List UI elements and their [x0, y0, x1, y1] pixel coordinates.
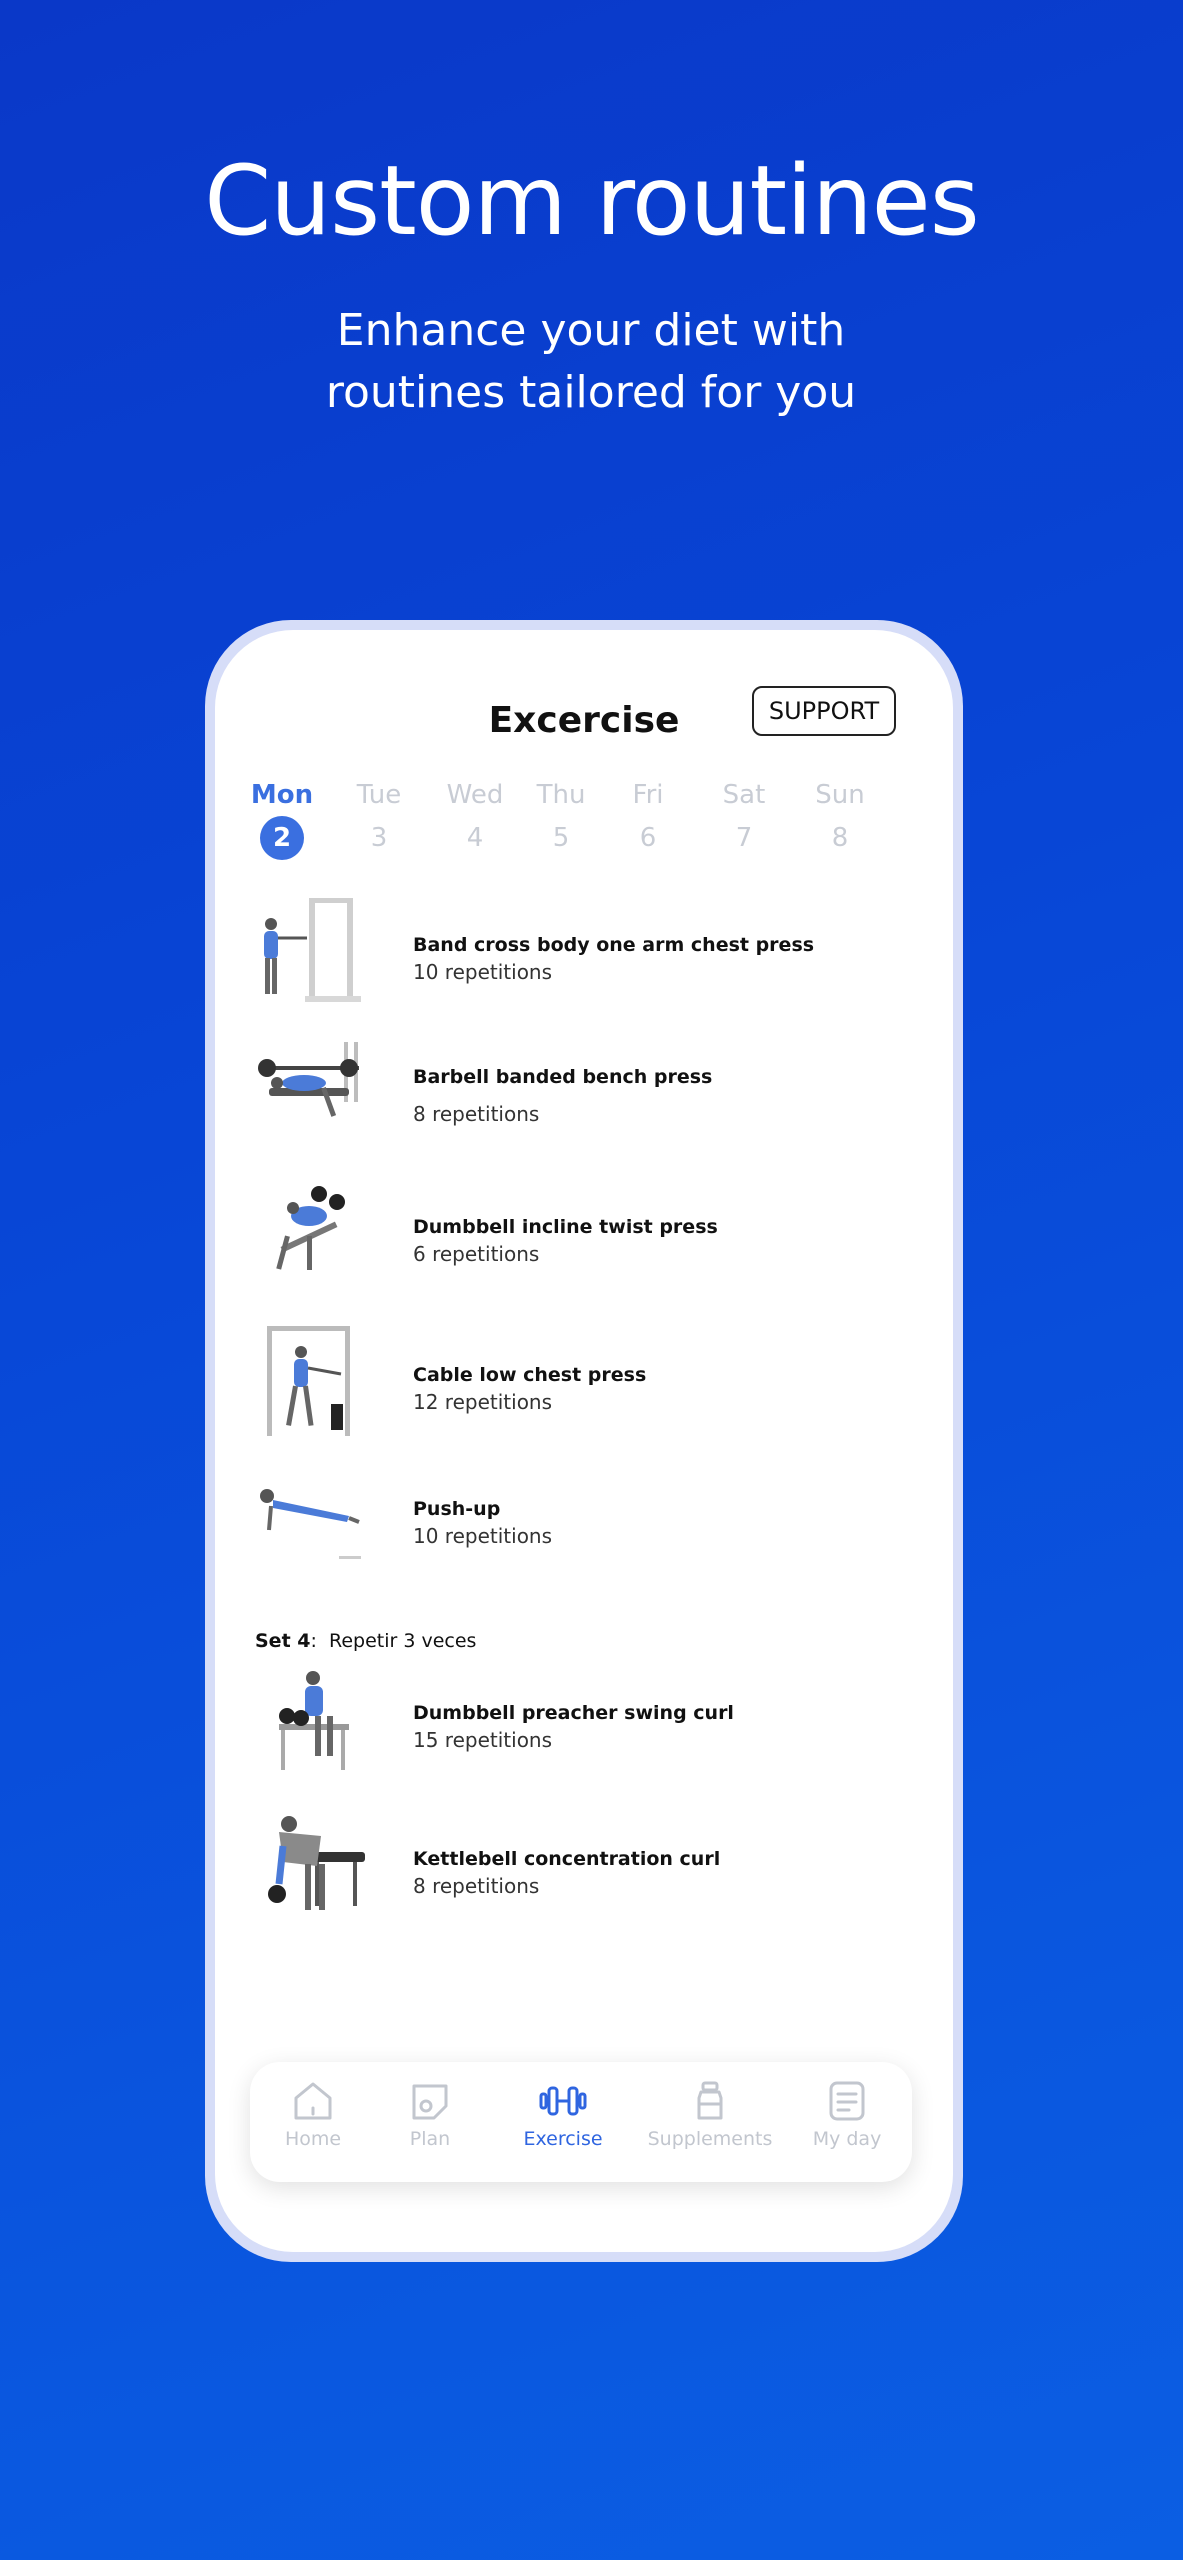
exercise-name: Dumbbell preacher swing curl: [413, 1702, 734, 1724]
nav-label: Home: [284, 2128, 342, 2150]
exercise-figure-icon: [249, 1322, 369, 1442]
nav-label: Plan: [409, 2128, 451, 2150]
exercise-name: Push-up: [413, 1498, 501, 1520]
plan-icon: [408, 2080, 452, 2122]
day-number: 8: [831, 823, 849, 853]
exercise-item[interactable]: [249, 1028, 929, 1148]
week-day-selector: [215, 780, 953, 860]
day-name: Fri: [632, 780, 664, 810]
day-sat[interactable]: [699, 780, 789, 860]
exercise-item[interactable]: [249, 892, 929, 1012]
exercise-reps: 10 repetitions: [413, 1524, 553, 1548]
exercise-figure-icon: [249, 1460, 369, 1580]
day-fri[interactable]: [603, 780, 693, 860]
exercise-figure-icon: [249, 1028, 369, 1148]
bottle-icon: [688, 2080, 732, 2122]
day-number: 2: [260, 816, 304, 860]
exercise-reps: 8 repetitions: [413, 1102, 540, 1126]
day-name: Wed: [446, 780, 504, 810]
day-mon[interactable]: [237, 780, 327, 860]
exercise-figure-icon: [249, 1174, 369, 1294]
set-repeat-text: Repetir 3 veces: [328, 1630, 477, 1652]
support-button[interactable]: SUPPORT: [752, 686, 896, 736]
set-label: Set 4: Repetir 3 veces: [255, 1630, 477, 1652]
day-number: 6: [639, 823, 657, 853]
day-name: Tue: [356, 780, 402, 810]
exercise-figure-icon: [249, 892, 369, 1012]
day-name: Sat: [722, 780, 766, 810]
day-number: 5: [552, 823, 570, 853]
exercise-name: Band cross body one arm chest press: [413, 934, 815, 956]
day-wed[interactable]: [430, 780, 520, 860]
day-name: Thu: [536, 780, 586, 810]
nav-label: Supplements: [647, 2128, 773, 2150]
exercise-item[interactable]: [249, 1322, 929, 1442]
dumbbell-icon: [539, 2080, 587, 2122]
home-icon: [291, 2080, 335, 2122]
day-number: 4: [466, 823, 484, 853]
app-screen: [215, 630, 953, 2252]
nav-exercise[interactable]: [493, 2080, 633, 2150]
bottom-navigation: [250, 2062, 912, 2182]
phone-frame: [205, 620, 963, 2262]
set-number: Set 4: [255, 1630, 311, 1652]
exercise-reps: 12 repetitions: [413, 1390, 553, 1414]
hero-subtitle: Enhance your diet with routines tailored for you: [325, 305, 857, 418]
exercise-name: Kettlebell concentration curl: [413, 1848, 721, 1870]
exercise-name: Cable low chest press: [413, 1364, 647, 1386]
nav-supplements[interactable]: [640, 2080, 780, 2150]
exercise-item[interactable]: [249, 1460, 929, 1580]
hero-title: Custom routines: [204, 145, 979, 257]
exercise-item[interactable]: [249, 1806, 929, 1926]
day-number: 7: [735, 823, 753, 853]
exercise-reps: 15 repetitions: [413, 1728, 553, 1752]
day-tue[interactable]: [334, 780, 424, 860]
exercise-figure-icon: [249, 1806, 369, 1926]
notes-icon: [825, 2080, 869, 2122]
nav-my-day[interactable]: [777, 2080, 917, 2150]
exercise-item[interactable]: [249, 1174, 929, 1294]
day-name: Mon: [250, 780, 314, 810]
nav-plan[interactable]: [360, 2080, 500, 2150]
nav-label: My day: [812, 2128, 882, 2150]
day-sun[interactable]: [795, 780, 885, 860]
day-name: Sun: [815, 780, 865, 810]
page-title: Excercise: [488, 700, 680, 741]
exercise-reps: 6 repetitions: [413, 1242, 540, 1266]
day-number: 3: [370, 823, 388, 853]
day-thu[interactable]: [516, 780, 606, 860]
exercise-reps: 10 repetitions: [413, 960, 553, 984]
exercise-figure-icon: [249, 1660, 369, 1780]
exercise-item[interactable]: [249, 1660, 929, 1780]
exercise-name: Barbell banded bench press: [413, 1066, 713, 1088]
nav-label: Exercise: [523, 2128, 603, 2150]
exercise-name: Dumbbell incline twist press: [413, 1216, 718, 1238]
exercise-reps: 8 repetitions: [413, 1874, 540, 1898]
